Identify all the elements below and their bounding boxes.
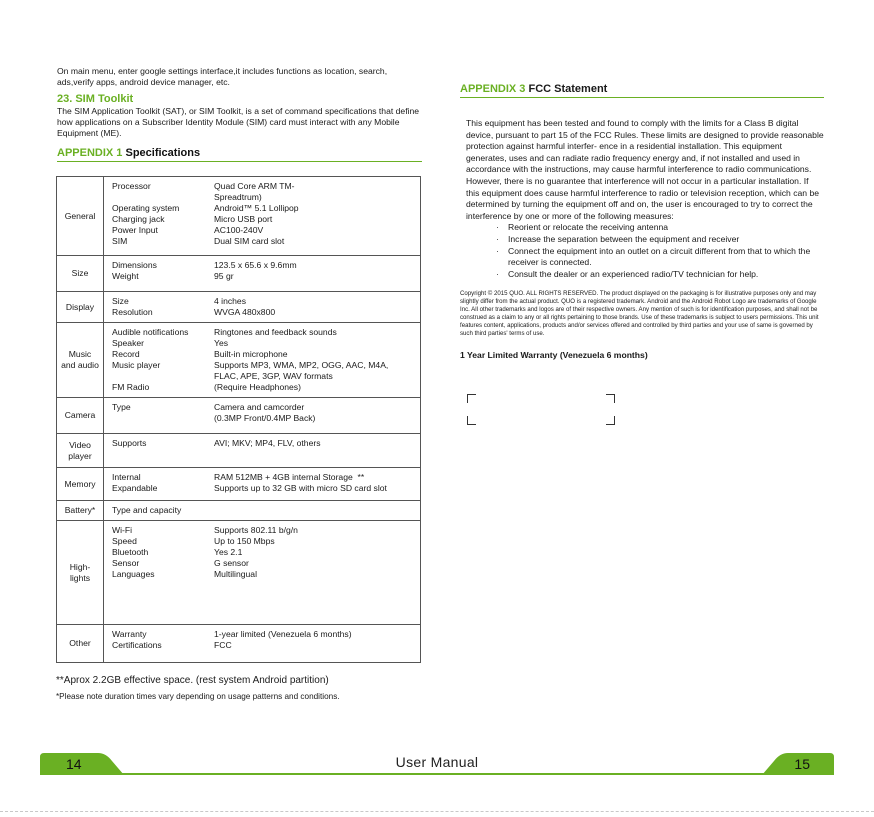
appendix-3-title: FCC Statement bbox=[528, 83, 608, 95]
spec-value: (0.3MP Front/0.4MP Back) bbox=[214, 413, 316, 423]
spec-value: 95 gr bbox=[214, 271, 234, 281]
footnote-battery: *Please note duration times vary depending on usage patterns and conditions. bbox=[56, 692, 340, 701]
table-row bbox=[57, 177, 421, 256]
spec-key: Speaker bbox=[112, 338, 145, 348]
spec-key: Type bbox=[112, 402, 131, 412]
warranty-placeholder-box bbox=[467, 394, 615, 425]
spec-keys bbox=[104, 323, 209, 398]
list-item: · Increase the separation between the equipment and receiver bbox=[496, 234, 824, 246]
spec-key: Speed bbox=[112, 536, 137, 546]
corner-mark bbox=[606, 416, 615, 425]
spec-key: Dimensions bbox=[112, 260, 157, 270]
section-body: The SIM Application Toolkit (SAT), or SIM Toolkit, is a set of command specifications that define how applications on a Subscriber Identity Module (SIM) card must interact with any Mobile Equipment (ME). bbox=[57, 106, 420, 138]
spec-value: 4 inches bbox=[214, 296, 247, 306]
fcc-statement bbox=[460, 118, 824, 280]
spec-values bbox=[208, 434, 421, 468]
table-row bbox=[57, 468, 421, 501]
corner-mark bbox=[606, 394, 615, 403]
appendix-1-title: Specifications bbox=[125, 147, 201, 159]
spec-value: FLAC, APE, 3GP, WAV formats bbox=[214, 371, 333, 381]
spec-category: Music and audio bbox=[57, 323, 104, 398]
spec-key: Operating system bbox=[112, 203, 180, 213]
spec-value: Supports 802.11 b/g/n bbox=[214, 525, 298, 535]
spec-values bbox=[208, 468, 421, 501]
appendix-1-heading bbox=[57, 147, 422, 162]
table-row bbox=[57, 501, 421, 521]
table-row bbox=[57, 434, 421, 468]
spec-values bbox=[208, 398, 421, 434]
spec-value: Ringtones and feedback sounds bbox=[214, 327, 337, 337]
specifications-table bbox=[56, 176, 421, 663]
spec-key bbox=[112, 192, 202, 203]
spec-values bbox=[208, 292, 421, 323]
spec-keys bbox=[104, 292, 209, 323]
spec-key: Audible notifications bbox=[112, 327, 189, 337]
table-row bbox=[57, 256, 421, 292]
page-number-left: 14 bbox=[66, 756, 82, 772]
spec-keys bbox=[104, 256, 209, 292]
warranty-title: 1 Year Limited Warranty (Venezuela 6 months) bbox=[460, 350, 648, 361]
list-item: · Connect the equipment into an outlet on a circuit different from that to which the receiver is connected. bbox=[496, 246, 824, 269]
spec-value: Built-in microphone bbox=[214, 349, 288, 359]
right-page bbox=[460, 83, 824, 360]
spec-value: Up to 150 Mbps bbox=[214, 536, 275, 546]
spec-keys bbox=[104, 501, 209, 521]
spec-value bbox=[214, 505, 414, 516]
table-row bbox=[57, 292, 421, 323]
table-row bbox=[57, 323, 421, 398]
spec-value: Micro USB port bbox=[214, 214, 273, 224]
spec-keys bbox=[104, 177, 209, 256]
spec-value: Yes 2.1 bbox=[214, 547, 243, 557]
spec-value: AVI; MKV; MP4, FLV, others bbox=[214, 438, 321, 448]
spec-value: Yes bbox=[214, 338, 229, 348]
cut-line bbox=[0, 811, 874, 812]
spec-keys bbox=[104, 434, 209, 468]
appendix-3-heading bbox=[460, 83, 824, 98]
spec-key: SIM bbox=[112, 236, 128, 246]
spec-category: Camera bbox=[57, 398, 104, 434]
spec-value: Android™ 5.1 Lollipop bbox=[214, 203, 299, 213]
appendix-1-label: APPENDIX 1 bbox=[57, 147, 123, 159]
footnotes bbox=[56, 674, 436, 702]
spec-key: Wi-Fi bbox=[112, 525, 133, 535]
spec-keys bbox=[104, 468, 209, 501]
spec-key: FM Radio bbox=[112, 382, 150, 392]
list-item: · Reorient or relocate the receiving antenna bbox=[496, 222, 824, 234]
spec-category: Other bbox=[57, 625, 104, 663]
spec-category: Battery* bbox=[57, 501, 104, 521]
copyright-notice: Copyright © 2015 QUO. ALL RIGHTS RESERVED. The product displayed on the packaging is for illustrative purposes only and may slightly differ from the actual product. QUO is a registered trademark. Android and the Android Robot Logo are trademarks of Google Inc. All other trademarks and logos are of their respective owners. Any mention of such is for identification purposes, and shall not be construed as a claim to any or all rights pertaining to those brands. Use of these trademarks is subject to users permissions. This unit features content, applications, products and/or services offered and controlled by third parties and your use of same is governed by such third parties' terms of use. bbox=[460, 290, 819, 338]
spec-value: 1-year limited (Venezuela 6 months) bbox=[214, 629, 352, 639]
spec-value: AC100-240V bbox=[214, 225, 264, 235]
table-row bbox=[57, 398, 421, 434]
spec-key bbox=[112, 371, 202, 382]
spec-key: Resolution bbox=[112, 307, 153, 317]
spec-key: Type and capacity bbox=[112, 505, 182, 515]
spec-value: WVGA 480x800 bbox=[214, 307, 276, 317]
table-row bbox=[57, 625, 421, 663]
spec-category: Size bbox=[57, 256, 104, 292]
spec-category: Memory bbox=[57, 468, 104, 501]
spec-value: Dual SIM card slot bbox=[214, 236, 285, 246]
spec-keys bbox=[104, 521, 209, 625]
spec-values bbox=[208, 501, 421, 521]
spec-value: RAM 512MB + 4GB internal Storage ** bbox=[214, 472, 365, 482]
spec-value: FCC bbox=[214, 640, 232, 650]
spec-value: G sensor bbox=[214, 558, 249, 568]
spec-category: General bbox=[57, 177, 104, 256]
spec-key: Warranty bbox=[112, 629, 147, 639]
left-page bbox=[57, 66, 422, 162]
spec-key: Supports bbox=[112, 438, 147, 448]
spec-key: Bluetooth bbox=[112, 547, 149, 557]
spec-value: Supports MP3, WMA, MP2, OGG, AAC, M4A, bbox=[214, 360, 389, 370]
spec-value: Multilingual bbox=[214, 569, 257, 579]
corner-mark bbox=[467, 394, 476, 403]
spec-key: Sensor bbox=[112, 558, 140, 568]
spec-value: (Require Headphones) bbox=[214, 382, 301, 392]
section-title: 23. SIM Toolkit bbox=[57, 93, 134, 105]
fcc-text: This equipment has been tested and found to comply with the limits for a Class B digital device, pursuant to part 15 of the FCC Rules. These limits are designed to provide reasonable protection against harmful interfer- ence in a residential installation. This equipment generates, uses and can radiate radio frequency energy and, if not installed and used in accordance with the instructions, may cause harmful interference to radio communications. However, there is no guarantee that interference will not occur in a particular installation. If this equipment does cause harmful interference to radio or television reception, which can be determined by turning the equipment off and on, the user is encouraged to try to correct the interference by one or more of the following measures: bbox=[466, 118, 824, 221]
corner-mark bbox=[467, 416, 476, 425]
spec-key: Certifications bbox=[112, 640, 162, 650]
spec-key: Music player bbox=[112, 360, 161, 370]
spec-value: Spreadtrum) bbox=[214, 192, 262, 202]
footer-title: User Manual bbox=[395, 754, 479, 770]
spec-key: Power Input bbox=[112, 225, 158, 235]
spec-key: Record bbox=[112, 349, 140, 359]
spec-key: Expandable bbox=[112, 483, 158, 493]
spec-values bbox=[208, 177, 421, 256]
spec-value: 123.5 x 65.6 x 9.6mm bbox=[214, 260, 297, 270]
spec-category: Display bbox=[57, 292, 104, 323]
fcc-measures-list bbox=[466, 222, 824, 280]
spec-key: Charging jack bbox=[112, 214, 165, 224]
spec-value: Quad Core ARM TM- bbox=[214, 181, 295, 191]
spec-key: Size bbox=[112, 296, 129, 306]
footnote-storage: **Aprox 2.2GB effective space. (rest system Android partition) bbox=[56, 675, 329, 686]
spec-keys bbox=[104, 398, 209, 434]
spec-key: Internal bbox=[112, 472, 141, 482]
spec-value: Camera and camcorder bbox=[214, 402, 305, 412]
spec-category: High-lights bbox=[57, 521, 104, 625]
spec-keys bbox=[104, 625, 209, 663]
spec-values bbox=[208, 625, 421, 663]
intro-text: On main menu, enter google settings interface,it includes functions as location, search, ads,verify apps, android device manager, etc. bbox=[57, 66, 388, 87]
spec-key: Languages bbox=[112, 569, 155, 579]
page-number-right: 15 bbox=[794, 756, 810, 772]
footer-bar bbox=[40, 753, 834, 775]
list-item: · Consult the dealer or an experienced radio/TV technician for help. bbox=[496, 269, 824, 281]
table-row bbox=[57, 521, 421, 625]
spec-category: Video player bbox=[57, 434, 104, 468]
spec-values bbox=[208, 521, 421, 625]
spec-key: Weight bbox=[112, 271, 139, 281]
spec-value: Supports up to 32 GB with micro SD card slot bbox=[214, 483, 387, 493]
spec-key: Processor bbox=[112, 181, 151, 191]
spec-values bbox=[208, 323, 421, 398]
spec-values bbox=[208, 256, 421, 292]
appendix-3-label: APPENDIX 3 bbox=[460, 83, 526, 95]
